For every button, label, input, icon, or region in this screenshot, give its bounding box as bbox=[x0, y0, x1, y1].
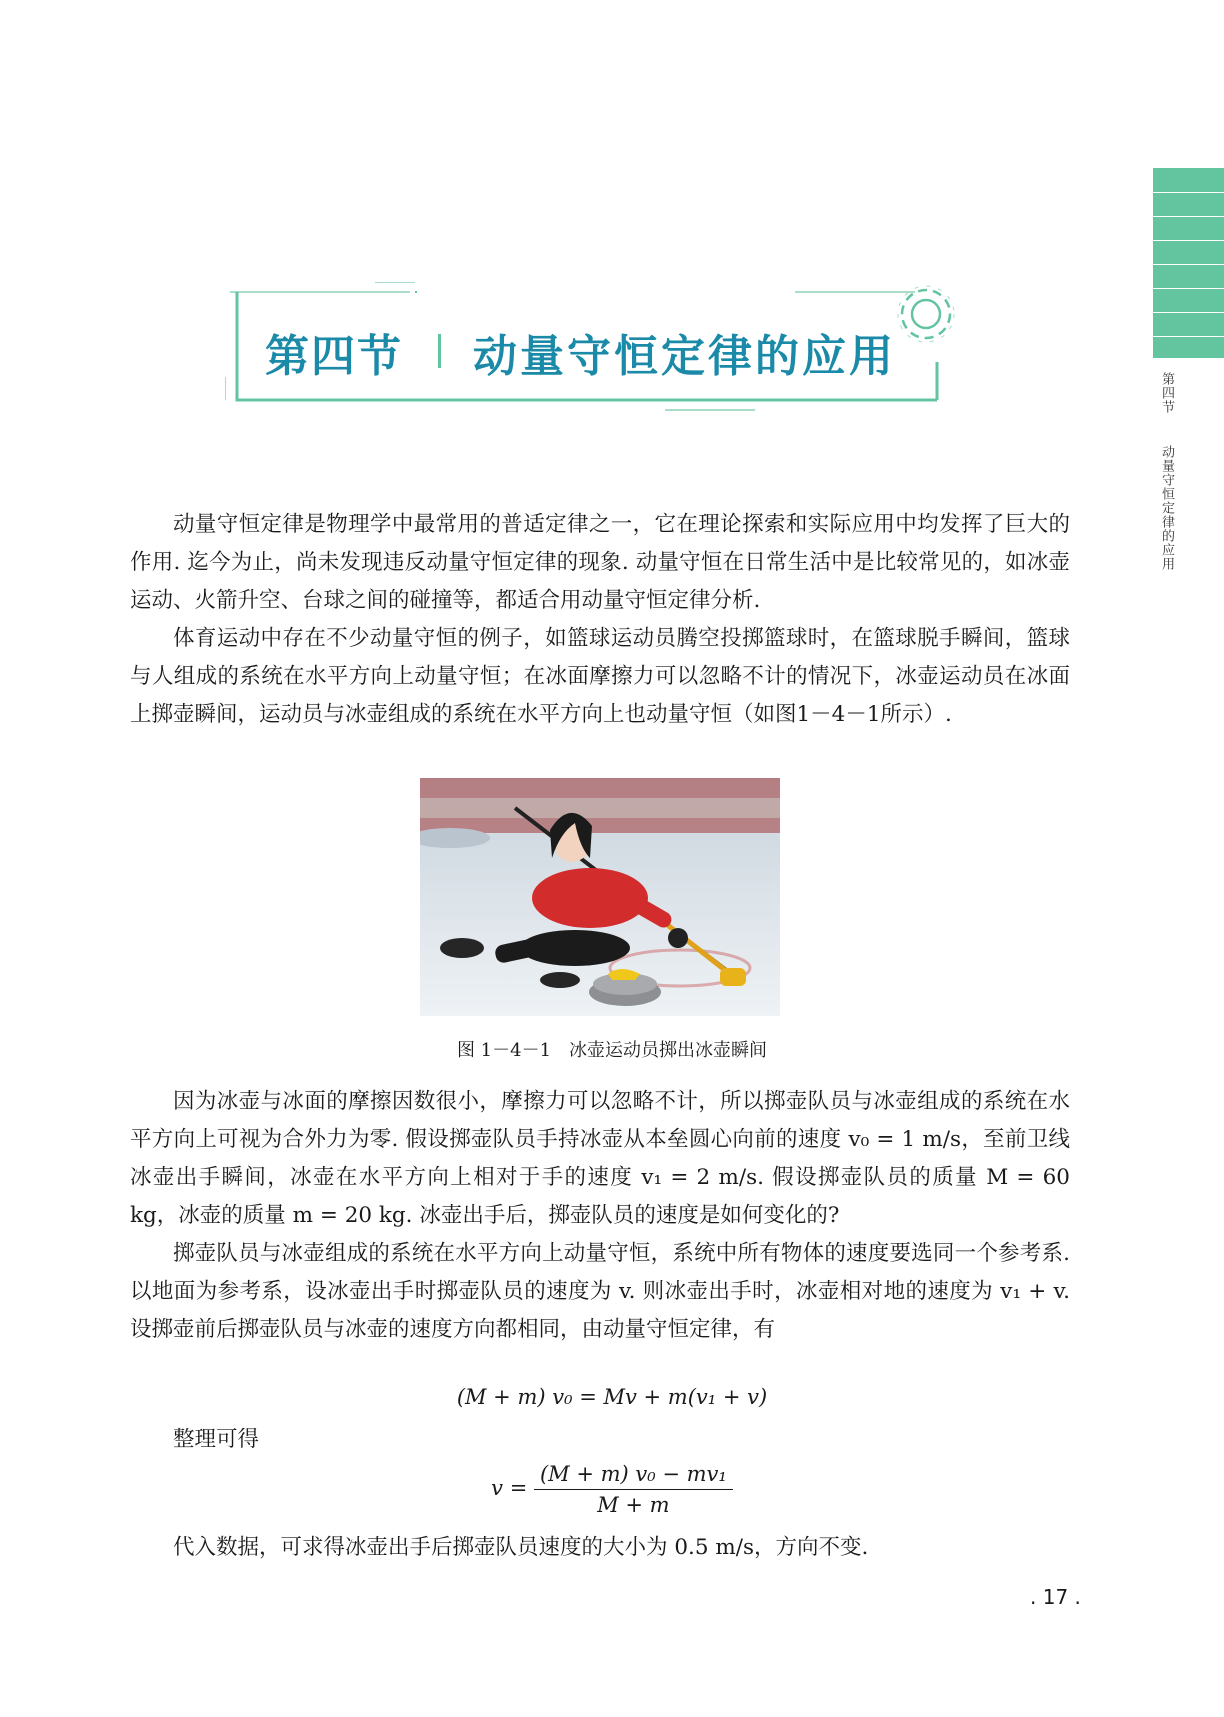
figure-caption: 图 1－4－1 冰壶运动员掷出冰壶瞬间 bbox=[456, 1040, 768, 1061]
momentum-equation: (M + m) v₀ = Mv + m(v₁ + v) bbox=[456, 1385, 768, 1409]
paragraph: 体育运动中存在不少动量守恒的例子，如篮球运动员腾空投掷篮球时，在篮球脱手瞬间，篮球与人组成的系统在水平方向上动量守恒；在冰面摩擦力可以忽略不计的情况下，冰壶运动员在冰面上掷壶瞬间，运动员与冰壶组成的系统在水平方向上也动量守恒（如图1－4－1所示）. bbox=[130, 626, 1070, 727]
side-section-label bbox=[1156, 372, 1176, 571]
problem-text bbox=[130, 1083, 1070, 1349]
page-number: . 17 . bbox=[1030, 1585, 1081, 1609]
intro-text bbox=[130, 506, 1070, 734]
velocity-formula bbox=[0, 1462, 1224, 1517]
paragraph: 因为冰壶与冰面的摩擦因数很小，摩擦力可以忽略不计，所以掷壶队员与冰壶组成的系统在水平方向上可视为合外力为零. 假设掷壶队员手持冰壶从本垒圆心向前的速度 v₀ = 1 m/s，至前卫线冰壶出手瞬间，冰壶在水平方向上相对于手的速度 v₁ = 2 m/s. 假设掷壶队员的质量 M = 60 kg，冰壶的质量 m = 20 kg. 冰壶出手后，掷壶队员的速度是如何变化的? bbox=[130, 1089, 1070, 1228]
formula-lhs: v = bbox=[491, 1476, 528, 1500]
fraction-denominator: M + m bbox=[597, 1493, 670, 1517]
side-section-title: 动量守恒定律的应用 bbox=[1159, 445, 1174, 572]
side-section-number: 第四节 bbox=[1159, 372, 1174, 414]
tidy-text: 整理可得 bbox=[173, 1427, 260, 1452]
chapter-thumb-tab bbox=[1153, 168, 1224, 358]
conclusion-block bbox=[130, 1529, 1070, 1567]
section-number: 第四节 bbox=[265, 331, 403, 382]
section-title-banner bbox=[225, 282, 975, 412]
tidy-text-block bbox=[130, 1421, 1070, 1459]
gear-icon bbox=[898, 286, 954, 342]
section-title: 动量守恒定律的应用 bbox=[473, 331, 896, 382]
title-divider bbox=[438, 334, 441, 368]
paragraph: 掷壶队员与冰壶组成的系统在水平方向上动量守恒，系统中所有物体的速度要选同一个参考系. 以地面为参考系，设冰壶出手时掷壶队员的速度为 v. 则冰壶出手时，冰壶相对地的速度为 v₁ + v. 设掷壶前后掷壶队员与冰壶的速度方向都相同，由动量守恒定律，有 bbox=[130, 1241, 1070, 1342]
fraction bbox=[534, 1462, 733, 1517]
curling-photo bbox=[420, 778, 780, 1016]
fraction-numerator: (M + m) v₀ − mv₁ bbox=[534, 1462, 733, 1490]
conclusion-text: 代入数据，可求得冰壶出手后掷壶队员速度的大小为 0.5 m/s，方向不变. bbox=[173, 1535, 869, 1560]
paragraph: 动量守恒定律是物理学中最常用的普适定律之一，它在理论探索和实际应用中均发挥了巨大的作用. 迄今为止，尚未发现违反动量守恒定律的现象. 动量守恒在日常生活中是比较常见的，如冰壶运动、火箭升空、台球之间的碰撞等，都适合用动量守恒定律分析. bbox=[130, 512, 1070, 613]
